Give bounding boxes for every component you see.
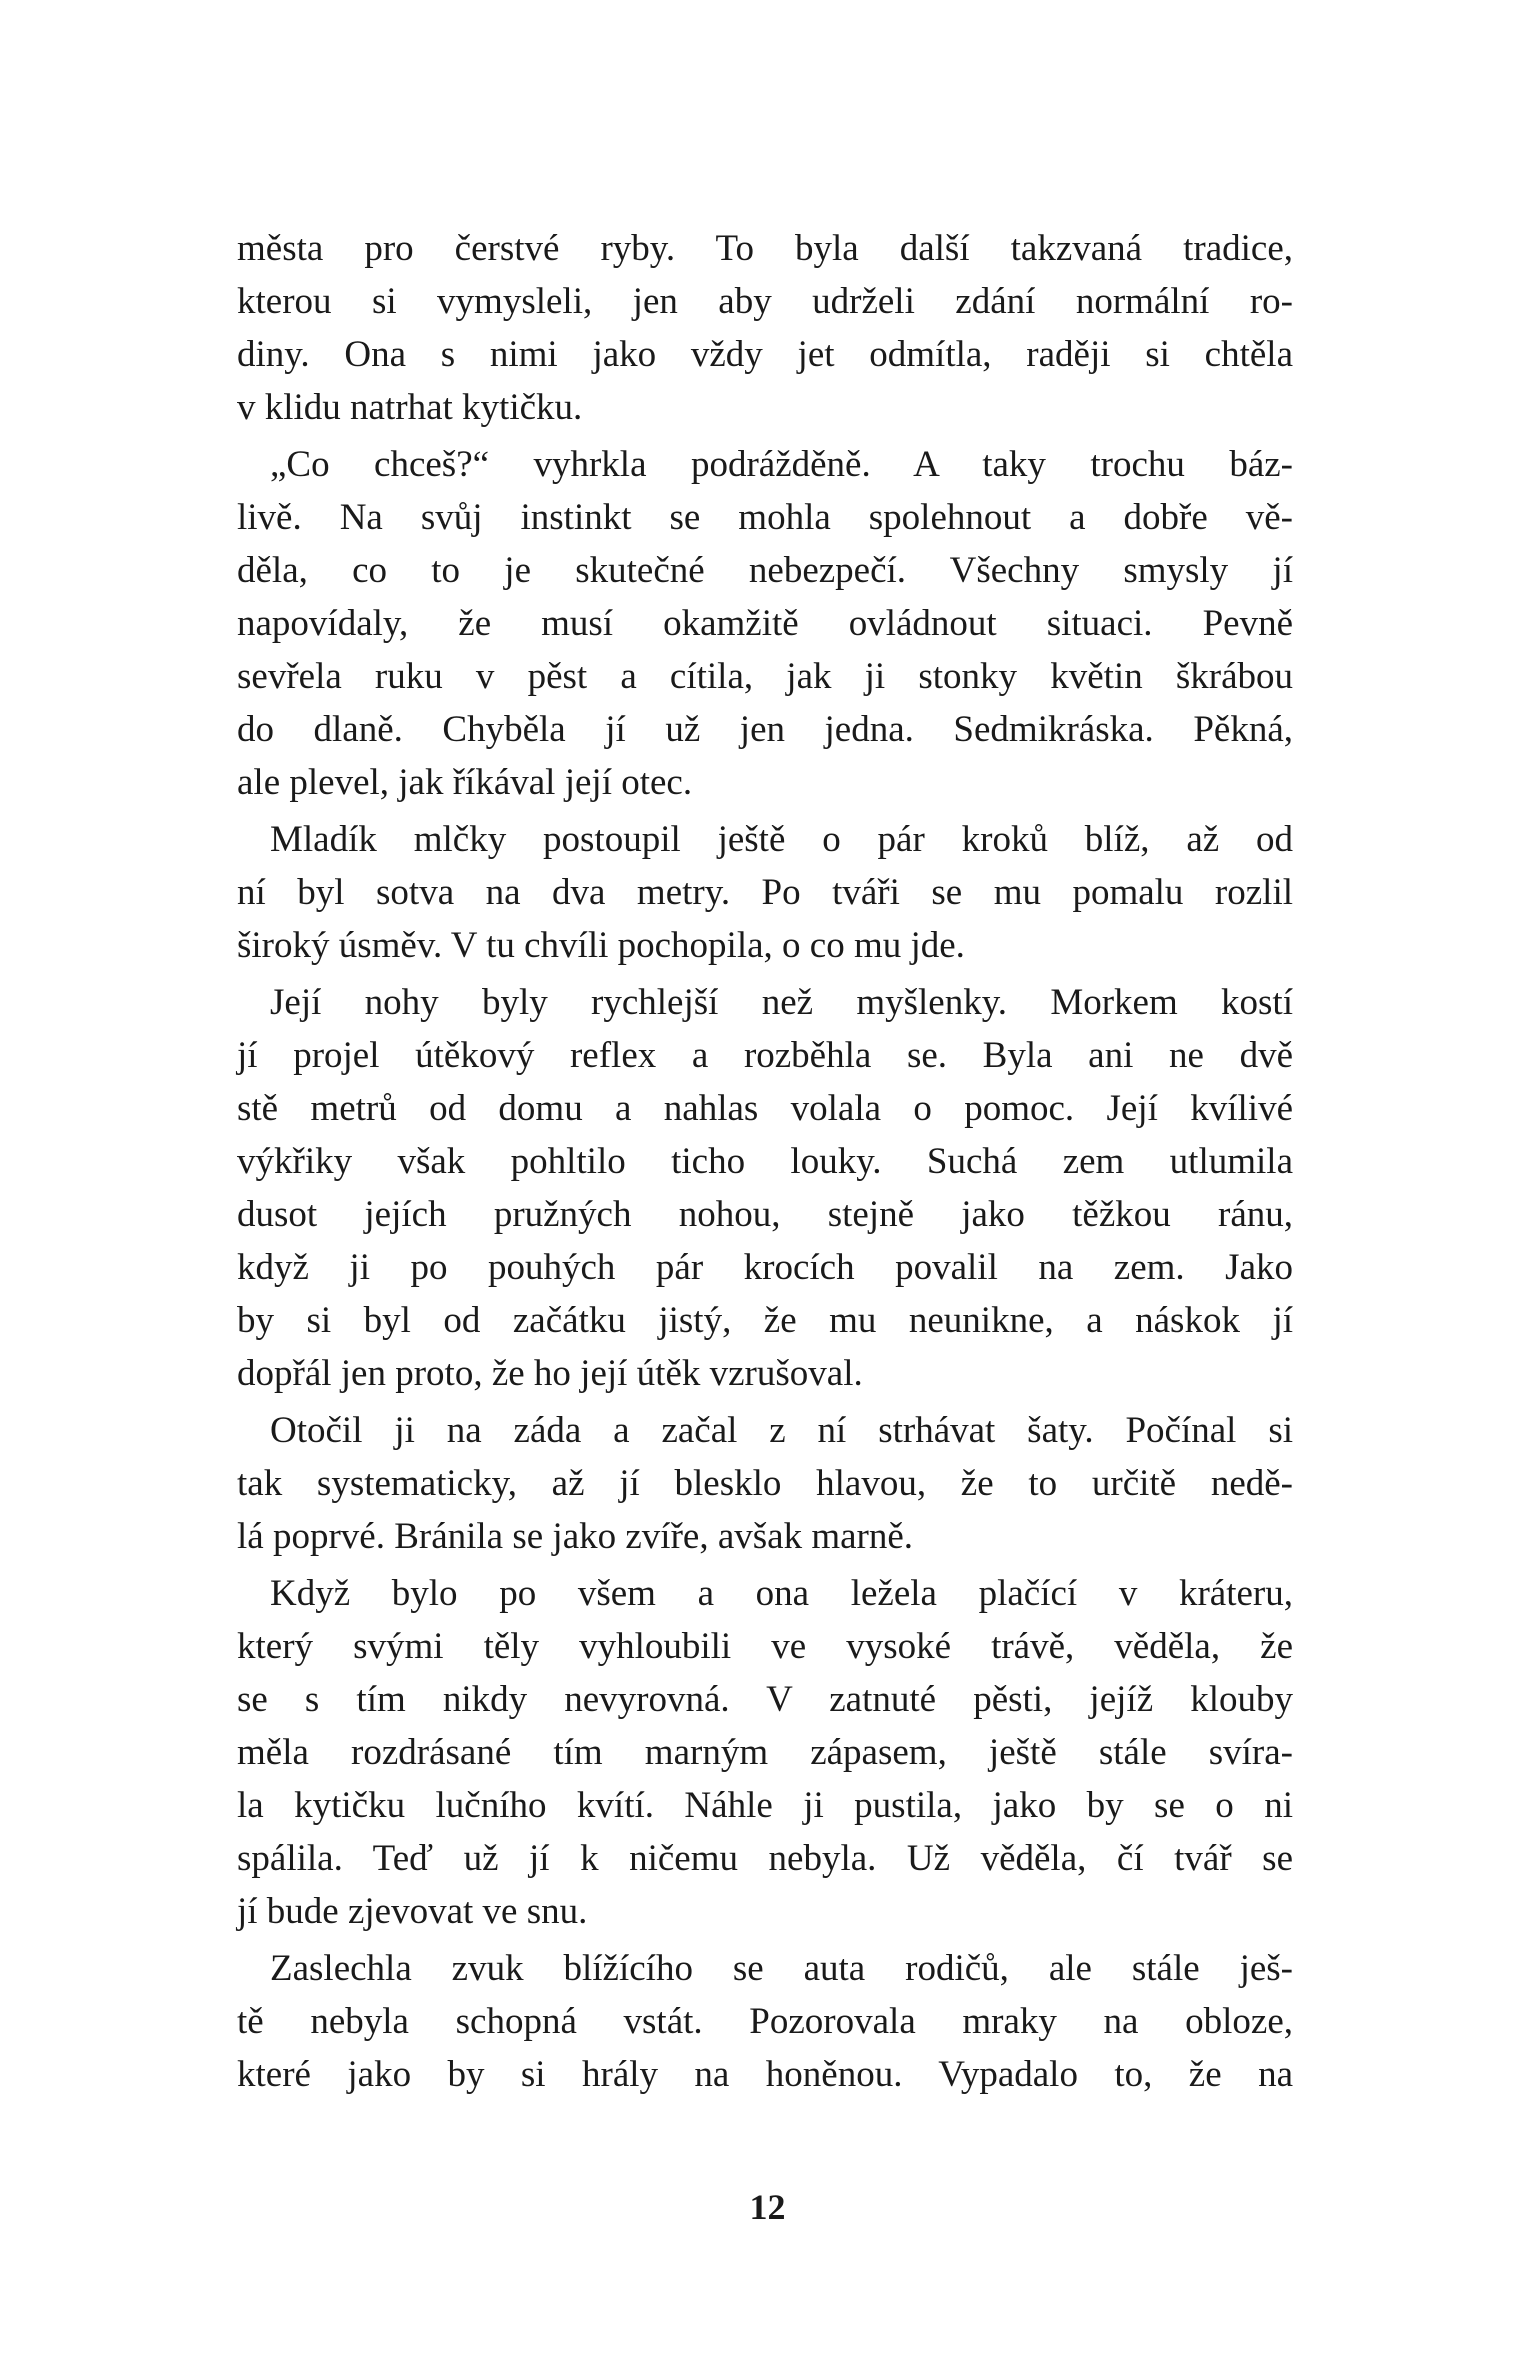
- paragraph: [237, 1404, 1293, 1563]
- text-line: dopřál jen proto, že ho její útěk vzrušoval.: [237, 1353, 863, 1394]
- text-line: ale plevel, jak říkával její otec.: [237, 762, 693, 803]
- text-line: děla, co to je skutečné nebezpečí. Všechny smysly jí: [237, 550, 1293, 591]
- text-line: kterou si vymysleli, jen aby udrželi zdání normální ro-: [237, 281, 1293, 322]
- text-line: Otočil ji na záda a začal z ní strhávat šaty. Počínal si: [270, 1410, 1293, 1451]
- text-line: spálila. Teď už jí k ničemu nebyla. Už věděla, čí tvář se: [237, 1838, 1293, 1879]
- text-line: města pro čerstvé ryby. To byla další takzvaná tradice,: [237, 228, 1293, 269]
- text-line: Zaslechla zvuk blížícího se auta rodičů, ale stále ješ-: [270, 1948, 1293, 1989]
- text-line: Mladík mlčky postoupil ještě o pár kroků blíž, až od: [270, 819, 1293, 860]
- text-line: napovídaly, že musí okamžitě ovládnout situaci. Pevně: [237, 603, 1293, 644]
- text-line: se s tím nikdy nevyrovná. V zatnuté pěsti, jejíž klouby: [237, 1679, 1293, 1720]
- text-line: Když bylo po všem a ona ležela plačící v kráteru,: [270, 1573, 1293, 1614]
- text-line: v klidu natrhat kytičku.: [237, 387, 583, 428]
- text-line: když ji po pouhých pár krocích povalil na zem. Jako: [237, 1247, 1293, 1288]
- text-line: sevřela ruku v pěst a cítila, jak ji stonky květin škrábou: [237, 656, 1293, 697]
- text-line: tak systematicky, až jí blesklo hlavou, že to určitě nedě-: [237, 1463, 1293, 1504]
- text-line: ní byl sotva na dva metry. Po tváři se mu pomalu rozlil: [237, 872, 1293, 913]
- text-line: „Co chceš?“ vyhrkla podrážděně. A taky trochu báz-: [270, 444, 1293, 485]
- paragraph: [237, 222, 1293, 434]
- text-line: lá poprvé. Bránila se jako zvíře, avšak marně.: [237, 1516, 914, 1557]
- text-line: dusot jejích pružných nohou, stejně jako těžkou ránu,: [237, 1194, 1293, 1235]
- text-line: tě nebyla schopná vstát. Pozorovala mraky na obloze,: [237, 2001, 1293, 2042]
- paragraph: [237, 976, 1293, 1400]
- text-line: livě. Na svůj instinkt se mohla spolehnout a dobře vě-: [237, 497, 1293, 538]
- text-line: výkřiky však pohltilo ticho louky. Suchá zem utlumila: [237, 1141, 1293, 1182]
- body-text: [237, 222, 1293, 2105]
- text-line: který svými těly vyhloubili ve vysoké trávě, věděla, že: [237, 1626, 1293, 1667]
- paragraph: [237, 813, 1293, 972]
- text-line: které jako by si hrály na honěnou. Vypadalo to, že na: [237, 2054, 1293, 2095]
- text-line: la kytičku lučního kvítí. Náhle ji pustila, jako by se o ni: [237, 1785, 1293, 1826]
- text-line: jí projel útěkový reflex a rozběhla se. Byla ani ne dvě: [237, 1035, 1293, 1076]
- text-line: Její nohy byly rychlejší než myšlenky. Morkem kostí: [270, 982, 1293, 1023]
- text-line: diny. Ona s nimi jako vždy jet odmítla, raději si chtěla: [237, 334, 1293, 375]
- text-line: by si byl od začátku jistý, že mu neunikne, a náskok jí: [237, 1300, 1293, 1341]
- text-line: široký úsměv. V tu chvíli pochopila, o co mu jde.: [237, 925, 965, 966]
- text-line: do dlaně. Chyběla jí už jen jedna. Sedmikráska. Pěkná,: [237, 709, 1293, 750]
- paragraph: [237, 1942, 1293, 2101]
- text-line: stě metrů od domu a nahlas volala o pomoc. Její kvílivé: [237, 1088, 1293, 1129]
- text-line: jí bude zjevovat ve snu.: [237, 1891, 588, 1932]
- paragraph: [237, 1567, 1293, 1938]
- text-line: měla rozdrásané tím marným zápasem, ještě stále svíra-: [237, 1732, 1293, 1773]
- paragraph: [237, 438, 1293, 809]
- page-number: 12: [749, 2187, 786, 2227]
